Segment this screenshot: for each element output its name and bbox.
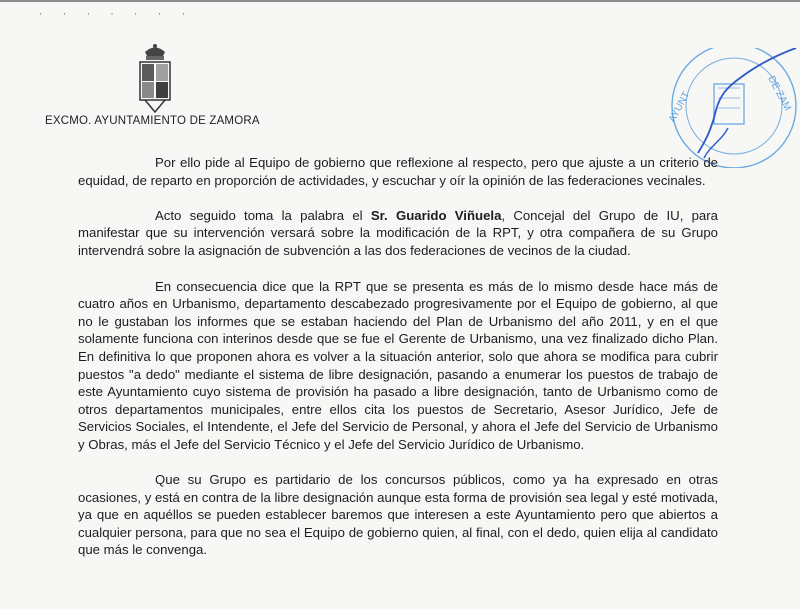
paragraph-1: Por ello pide al Equipo de gobierno que reflexione al respecto, pero que ajuste a un criterio de equidad, de reparto en proporción de actividades, y escuchar y oír la opinión de las federaciones vecinales. (78, 155, 718, 188)
paragraph-2 (78, 207, 718, 260)
paragraph-4: Que su Grupo es partidario de los concursos públicos, como ya ha expresado en otras ocasiones, y está en contra de la libre designación aunque esta forma de provisión sea legal y esté motivada, ya que en aquéllos se pueden establecer baremos que interesen a este Ayuntamiento pero que abiertos a cualquier persona, para que no sea el Equipo de gobierno quien, al final, con el dedo, quien elija al candidato que más le convenga. (78, 472, 718, 558)
page-top-edge (0, 0, 800, 2)
coat-of-arms-icon (131, 42, 179, 114)
paragraph-2-intro: Acto seguido toma la palabra el (155, 207, 371, 223)
paragraph-3: En consecuencia dice que la RPT que se presenta es más de lo mismo desde hace más de cuatro años en Urbanismo, departamento descabezado progresivamente por el Equipo de gobierno, al que no le gustaban los informes que se estaban haciendo del Plan de Urbanismo del año 2011, y en el que solamente funciona con interinos desde que se fue el Gerente de Urbanismo, una vez finalizado dicho Plan. En definitiva lo que proponen ahora es volver a la situación anterior, solo que ahora se modifica para cubrir puestos "a dedo" mediante el sistema de libre designación, pasando a enumerar los puestos de trabajo de este Ayuntamiento cuyo sistema de provisión ha pasado a libre designación, tanto de Urbanismo como de otros departamentos municipales, entre ellos cita los puestos de Secretario, Asesor Jurídico, Jefe de Servicios Sociales, el Intendente, el Jefe del Servicio de Personal, y ahora el Jefe del Servicio de Urbanismo y Obras, más el Jefe del Servicio Técnico y el Jefe del Servicio Jurídico de Urbanismo. (78, 278, 718, 452)
svg-text:DE ZAM: DE ZAM (765, 74, 793, 113)
speaker-name: Sr. Guarido Viñuela (370, 207, 502, 223)
document-body (78, 154, 718, 577)
paragraph-2-rest: , Concejal del Grupo de IU, para manifestar que su intervención versará sobre la modificación de la RPT, y otra compañera de su Grupo intervendrá sobre la asignación de subvención a las dos federaciones de vecinos de la ciudad. (78, 207, 718, 258)
punch-marks: ' ' ' ' ' ' ' (40, 12, 195, 21)
svg-text:AYUNT: AYUNT (666, 89, 693, 125)
organization-name: EXCMO. AYUNTAMIENTO DE ZAMORA (45, 115, 260, 127)
official-stamp-icon (664, 48, 800, 168)
